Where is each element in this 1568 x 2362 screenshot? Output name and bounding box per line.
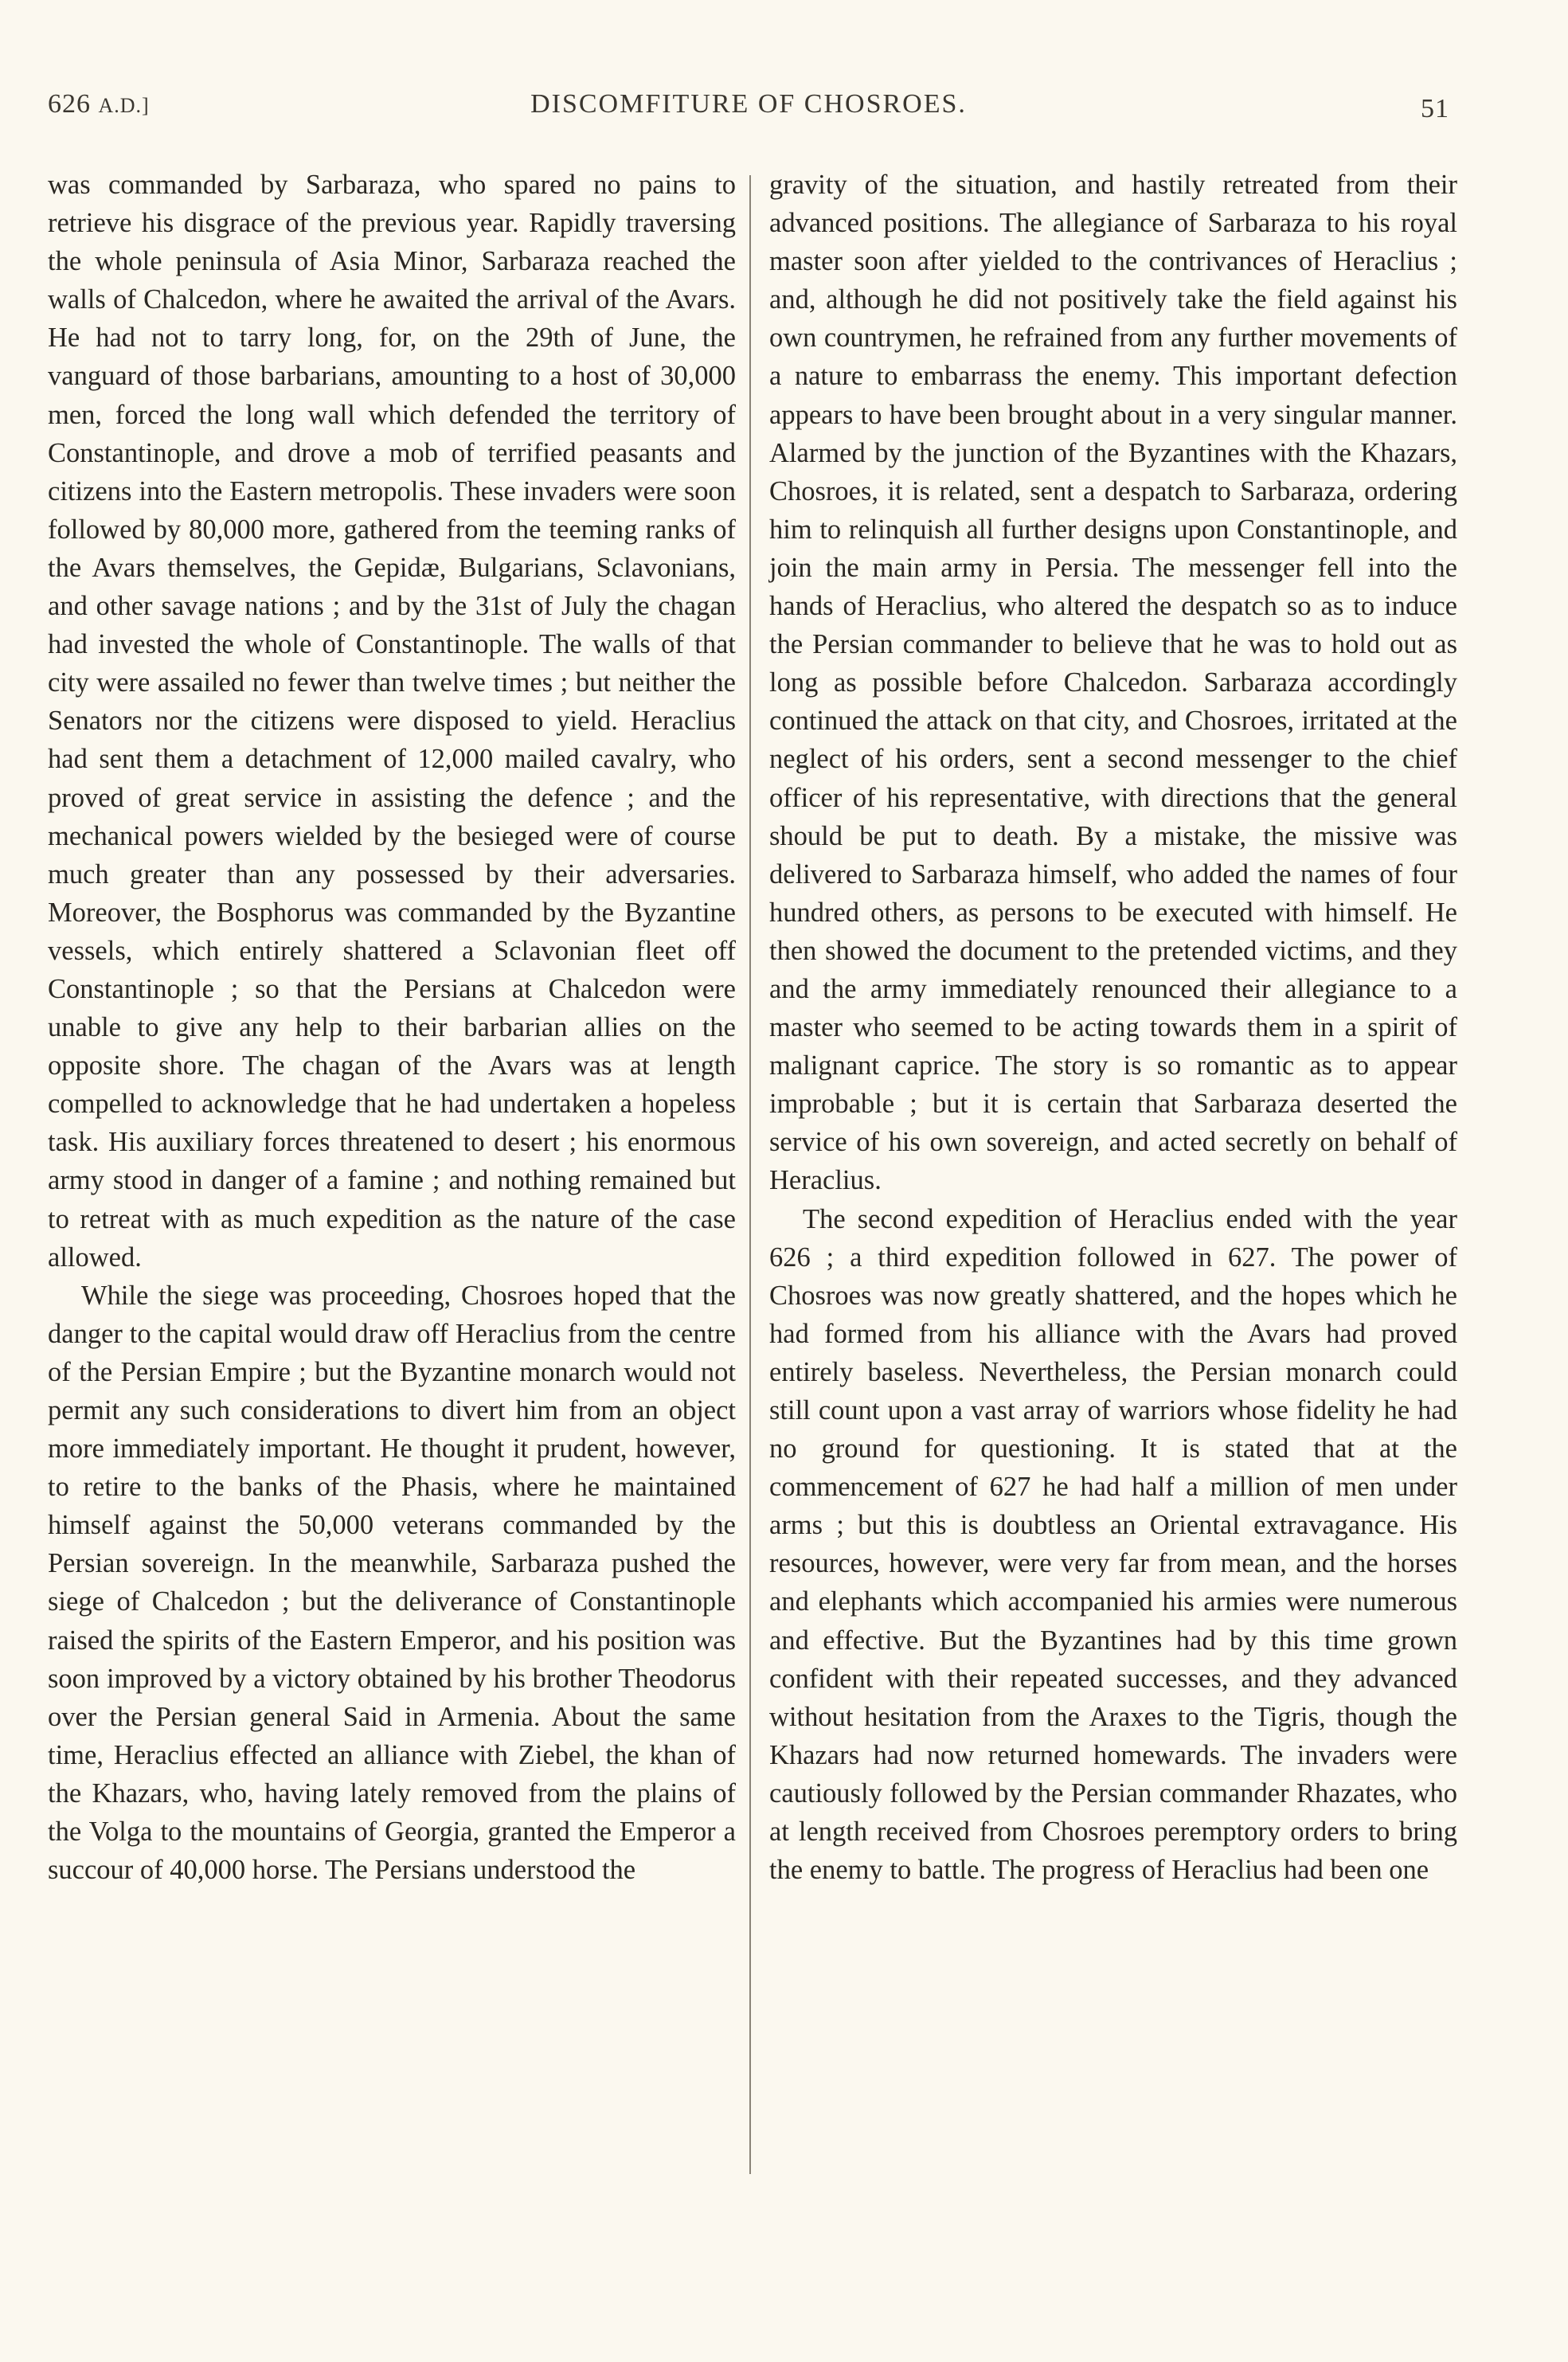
column-divider xyxy=(749,175,751,2174)
left-paragraph-1: was commanded by Sarbaraza, who spared no pains to retrieve his disgrace of the previous year. Rapidly traversing the whole peninsula of Asia Minor, Sarbaraza reached the walls of Chalcedon, where he awaited the arrival of the Avars. He had not to tarry long, for, on the 29th of June, the vanguard of those barbarians, amounting to a host of 30,000 men, forced the long wall which defended the territory of Constantinople, and drove a mob of terrified peasants and citizens into the Eastern metropolis. These invaders were soon followed by 80,000 more, gathered from the teeming ranks of the Avars themselves, the Gepidæ, Bulgarians, Sclavonians, and other savage nations ; and by the 31st of July the chagan had invested the whole of Constantinople. The walls of that city were assailed no fewer than twelve times ; but neither the Senators nor the citizens were disposed to yield. Heraclius had sent them a detachment of 12,000 mailed cavalry, who proved of great service in assisting the defence ; and the mechanical powers wielded by the besieged were of course much greater than any possessed by their adversaries. Moreover, the Bosphorus was commanded by the Byzantine vessels, which entirely shattered a Sclavonian fleet off Constantinople ; so that the Persians at Chalcedon were unable to give any help to their barbarian allies on the opposite shore. The chagan of the Avars was at length compelled to acknowledge that he had undertaken a hopeless task. His auxiliary forces threatened to desert ; his enormous army stood in danger of a famine ; and nothing remained but to retreat with as much expedition as the nature of the case allowed. xyxy=(48,170,736,1273)
running-title: DISCOMFITURE OF CHOSROES. xyxy=(530,89,967,119)
running-header xyxy=(48,89,1449,129)
right-paragraph-2: The second expedition of Heraclius ended with the year 626 ; a third expedition followed in 627. The power of Chosroes was now greatly shattered, and the hopes which he had formed from his alliance with the Avars had proved entirely baseless. Nevertheless, the Persian monarch could still count upon a vast array of warriors whose fidelity he had no ground for questioning. It is stated that at the commencement of 627 he had half a million of men under arms ; but this is doubtless an Oriental extravagance. His resources, however, were very far from mean, and the horses and elephants which accompanied his armies were numerous and effective. But the Byzantines had by this time grown confident with their repeated successes, and they advanced without hesitation from the Araxes to the Tigris, though the Khazars had now returned homewards. The invaders were cautiously followed by the Persian commander Rhazates, who at length received from Chosroes peremptory orders to bring the enemy to battle. The progress of Heraclius had been one xyxy=(769,1203,1457,1886)
right-paragraph-1: gravity of the situation, and hastily retreated from their advanced positions. The allegiance of Sarbaraza to his royal master soon after yielded to the contrivances of Heraclius ; and, although he did not positively take the field against his own countrymen, he refrained from any further movements of a nature to embarrass the enemy. This important defection appears to have been brought about in a very singular manner. Alarmed by the junction of the Byzantines with the Khazars, Chosroes, it is related, sent a despatch to Sarbaraza, ordering him to relinquish all further designs upon Constantinople, and join the main army in Persia. The messenger fell into the hands of Heraclius, who altered the despatch so as to induce the Persian commander to believe that he was to hold out as long as possible before Chalcedon. Sarbaraza accordingly continued the attack on that city, and Chosroes, irritated at the neglect of his orders, sent a second messenger to the chief officer of his representative, with directions that the general should be put to death. By a mistake, the missive was delivered to Sarbaraza himself, who added the names of four hundred others, as persons to be executed with himself. He then showed the document to the pretended victims, and they and the army immediately renounced their allegiance to a master who seemed to be acting towards them in a spirit of malignant caprice. The story is so romantic as to appear improbable ; but it is certain that Sarbaraza deserted the service of his own sovereign, and acted secretly on behalf of Heraclius. xyxy=(769,170,1457,1196)
right-column xyxy=(769,166,1457,1889)
left-paragraph-2: While the siege was proceeding, Chosroes hoped that the danger to the capital would draw off Heraclius from the centre of the Persian Empire ; but the Byzantine monarch would not permit any such considerations to divert him from an object more immediately important. He thought it prudent, however, to retire to the banks of the Phasis, where he maintained himself against the 50,000 veterans commanded by the Persian sovereign. In the meanwhile, Sarbaraza pushed the siege of Chalcedon ; but the deliverance of Constantinople raised the spirits of the Eastern Emperor, and his position was soon improved by a victory obtained by his brother Theodorus over the Persian general Said in Armenia. About the same time, Heraclius effected an alliance with Ziebel, the khan of the Khazars, who, having lately removed from the plains of the Volga to the mountains of Georgia, granted the Emperor a succour of 40,000 horse. The Persians understood the xyxy=(48,1280,736,1886)
left-column xyxy=(48,166,736,1889)
header-era: A.D.] xyxy=(98,94,150,117)
page-number: 51 xyxy=(1421,94,1449,123)
header-year: 626 xyxy=(48,89,91,119)
